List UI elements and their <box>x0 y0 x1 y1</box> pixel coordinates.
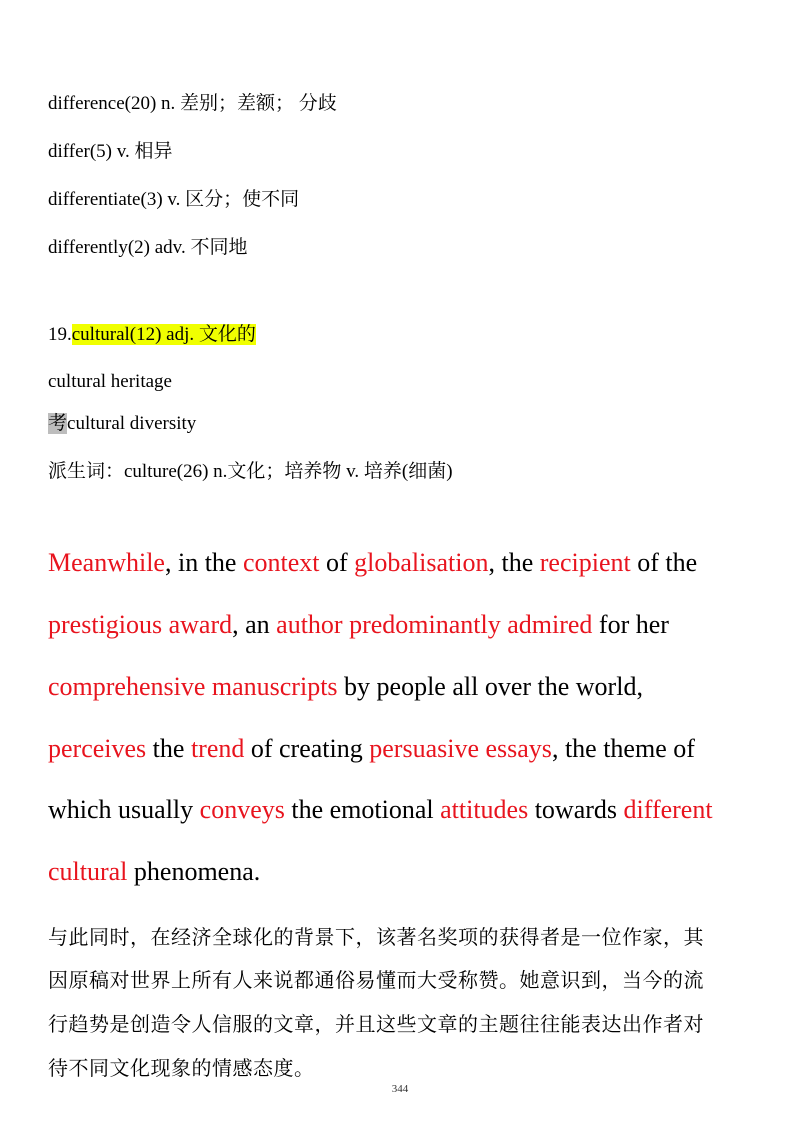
exam-tag: 考 <box>48 413 68 434</box>
vocab-differentiate: differentiate(3) v. 区分；使不同 <box>48 189 300 210</box>
paragraph-text: of <box>319 548 355 577</box>
highlighted-term: prestigious award <box>48 610 233 639</box>
paragraph-line-5 <box>48 793 713 827</box>
page-number: 344 <box>391 1083 409 1095</box>
paragraph-line-3 <box>48 670 643 704</box>
paragraph-line-6 <box>48 855 260 889</box>
translation-line-2: 因原稿对世界上所有人来说都通俗易懂而大受称赞。她意识到，当今的流 <box>48 968 704 992</box>
highlighted-term: context <box>242 548 320 577</box>
paragraph-text: of the <box>630 548 698 577</box>
paragraph-line-2 <box>48 608 669 642</box>
phrase-diversity-text: cultural diversity <box>67 413 197 434</box>
entry-headword: cultural(12) adj. 文化的 <box>71 324 256 345</box>
vocab-differently: differently(2) adv. 不同地 <box>48 237 248 258</box>
paragraph-text: , the theme of <box>551 734 695 763</box>
entry-phrase-diversity <box>48 411 196 437</box>
entry-phrase-heritage: cultural heritage <box>48 371 172 392</box>
highlighted-term: cultural <box>48 857 128 886</box>
entry-number: 19. <box>48 324 72 345</box>
vocab-differ: differ(5) v. 相异 <box>48 141 173 162</box>
vocab-difference: difference(20) n. 差别；差额； 分歧 <box>48 93 337 114</box>
paragraph-text: , in the <box>164 548 243 577</box>
highlighted-term: recipient <box>539 548 631 577</box>
highlighted-term: comprehensive manuscripts <box>48 672 338 701</box>
highlighted-term: globalisation <box>354 548 489 577</box>
paragraph-text: phenomena. <box>127 857 261 886</box>
highlighted-term: trend <box>190 734 245 763</box>
paragraph-text: the emotional <box>284 795 441 824</box>
paragraph-text: for her <box>592 610 669 639</box>
translation-line-4: 待不同文化现象的情感态度。 <box>48 1056 315 1080</box>
highlighted-term: persuasive essays <box>369 734 552 763</box>
translation-line-3: 行趋势是创造令人信服的文章，并且这些文章的主题往往能表达出作者对 <box>48 1012 704 1036</box>
entry-19-heading <box>48 322 256 348</box>
paragraph-text: , the <box>488 548 540 577</box>
highlighted-term: attitudes <box>440 795 529 824</box>
highlighted-term: perceives <box>48 734 147 763</box>
paragraph-text: , an <box>232 610 277 639</box>
highlighted-term: different <box>623 795 713 824</box>
paragraph-text: towards <box>528 795 624 824</box>
paragraph-text: the <box>146 734 191 763</box>
paragraph-text: of creating <box>244 734 370 763</box>
translation-line-1: 与此同时，在经济全球化的背景下，该著名奖项的获得者是一位作家，其 <box>48 925 704 949</box>
highlighted-term: conveys <box>199 795 285 824</box>
highlighted-term: author predominantly admired <box>276 610 593 639</box>
entry-derived-words: 派生词：culture(26) n.文化；培养物 v. 培养(细菌) <box>48 461 453 482</box>
highlighted-term: Meanwhile <box>48 548 165 577</box>
paragraph-text: by people all over the world, <box>337 672 643 701</box>
paragraph-text: which usually <box>48 795 200 824</box>
paragraph-line-4 <box>48 732 695 766</box>
paragraph-line-1 <box>48 546 697 580</box>
